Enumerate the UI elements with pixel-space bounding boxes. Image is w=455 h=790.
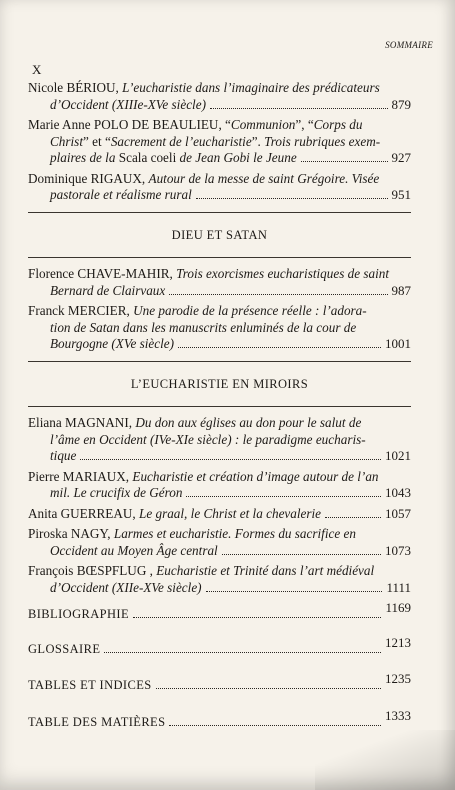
dot-leader [178,347,381,348]
dot-leader [104,652,381,653]
toc-entry [28,266,411,299]
entry-punct: ”, “ [295,117,314,132]
back-matter-label: TABLE DES MATIÈRES [28,714,166,729]
entry-title-cont: l’âme en Occident (IVe-XIe siècle) : le paradigme eucharis- [50,431,366,447]
entry-author: Eliana MAGNANI, [28,415,136,430]
entry-punct: ”. [251,133,265,149]
entry-title-cont: Occident au Moyen Âge central [50,542,218,558]
back-matter-page: 1235 [385,671,411,686]
back-matter-page: 1213 [385,634,411,650]
toc-back-matter-contents [28,707,411,731]
back-matter-label: GLOSSAIRE [28,641,101,656]
dot-leader [169,725,381,726]
entry-page: 1073 [385,542,411,558]
entry-punct: ” et “ [82,133,111,149]
entry-title-cont: plaires de la [50,150,119,165]
entry-title: Autour de la messe de saint Grégoire. Visée [148,170,380,186]
entry-title: Eucharistie et création d’image autour de l’an [132,468,379,484]
entry-title-cont: Scala coeli [118,150,177,165]
entry-title: Le graal, le Christ et la chevalerie [139,505,322,521]
toc-entry [28,526,411,559]
toc-entry [28,415,411,465]
page-number: X [32,62,42,77]
entry-title-cont: de Jean Gobi le Jeune [176,150,297,165]
dot-leader [301,161,388,162]
entry-page: 951 [391,187,411,202]
entry-page: 987 [391,282,411,298]
toc-entry [28,117,411,167]
entry-title-cont: d’Occident (XIIIe-XVe siècle) [50,96,206,112]
back-matter-label: TABLES ET INDICES [28,678,152,692]
entry-author: Anita GUERREAU, [28,505,139,521]
entry-title: Larmes et eucharistie. Formes du sacrifice en [113,526,356,541]
entry-title: Corps du [313,117,363,132]
toc-entry [28,563,411,596]
toc-entry [28,506,411,523]
entry-author: Florence CHAVE-MAHIR, [28,266,177,281]
entry-page: 1021 [385,448,411,463]
section-title: DIEU ET SATAN [171,227,268,242]
dot-leader [210,108,388,109]
entry-title: L’eucharistie dans l’imaginaire des prédicateurs [122,80,380,95]
entry-title: Communion [230,117,296,132]
entry-author: Dominique RIGAUX, [28,170,149,186]
entry-page: 1111 [386,579,411,595]
toc-entry [28,80,411,113]
entry-page: 1043 [385,485,411,500]
entry-page: 927 [391,150,411,165]
dot-leader [186,496,381,497]
table-of-contents [28,80,411,730]
entry-title-cont: tique [50,448,77,463]
entry-title: Trois exorcismes eucharistiques de saint [176,266,390,281]
entry-title-cont: Bourgogne (XVe siècle) [50,336,175,351]
dot-leader [133,617,381,618]
section-title: L’EUCHARISTIE EN MIROIRS [130,376,309,391]
entry-title: Christ [50,133,83,149]
entry-page: 1057 [385,505,411,521]
entry-title-cont: tion de Satan dans les manuscrits enluminés de la cour de [50,319,357,335]
section-rule [28,406,411,407]
toc-entry [28,469,411,502]
dot-leader [222,554,381,555]
entry-page: 1001 [385,336,411,351]
entry-author: Pierre MARIAUX, [28,468,133,484]
section-rule [28,257,411,258]
entry-title: Du don aux églises au don pour le salut de [135,415,362,430]
back-matter-page: 1169 [385,600,411,615]
section-rule [28,361,411,362]
entry-title: Une parodie de la présence réelle : l’adora- [133,303,367,318]
dot-leader [80,459,381,460]
entry-author: Piroska NAGY, [28,526,114,541]
entry-title-cont: d’Occident (XIIe-XVe siècle) [50,579,202,595]
entry-title-cont: Bernard de Clairvaux [50,282,166,298]
toc-back-matter-tables [28,671,411,694]
entry-title: Sacrement de l’eucharistie [110,133,252,149]
toc-back-matter-glossary [28,634,411,658]
entry-page: 879 [391,96,411,112]
dot-leader [206,591,383,592]
section-rule [28,212,411,213]
entry-author: Nicole BÉRIOU, [28,80,123,95]
toc-back-matter-bibliography [28,600,411,623]
entry-title-cont: mil. Le crucifix de Géron [50,485,183,500]
entry-author: Marie Anne POLO DE BEAULIEU, “ [28,117,231,132]
running-header: SOMMAIRE [385,40,433,50]
entry-title-cont: pastorale et réalisme rural [50,187,192,202]
entry-author: Franck MERCIER, [28,303,134,318]
dot-leader [156,688,381,689]
entry-title: Eucharistie et Trinité dans l’art médiéval [156,563,375,578]
toc-entry [28,171,411,204]
back-matter-label: BIBLIOGRAPHIE [28,607,130,621]
dot-leader [169,294,387,295]
back-matter-page: 1333 [385,707,411,723]
toc-entry [28,303,411,353]
entry-author: François BŒSPFLUG , [28,563,157,578]
dot-leader [196,198,388,199]
entry-title: Trois rubriques exem- [264,133,381,149]
dot-leader [325,517,381,518]
